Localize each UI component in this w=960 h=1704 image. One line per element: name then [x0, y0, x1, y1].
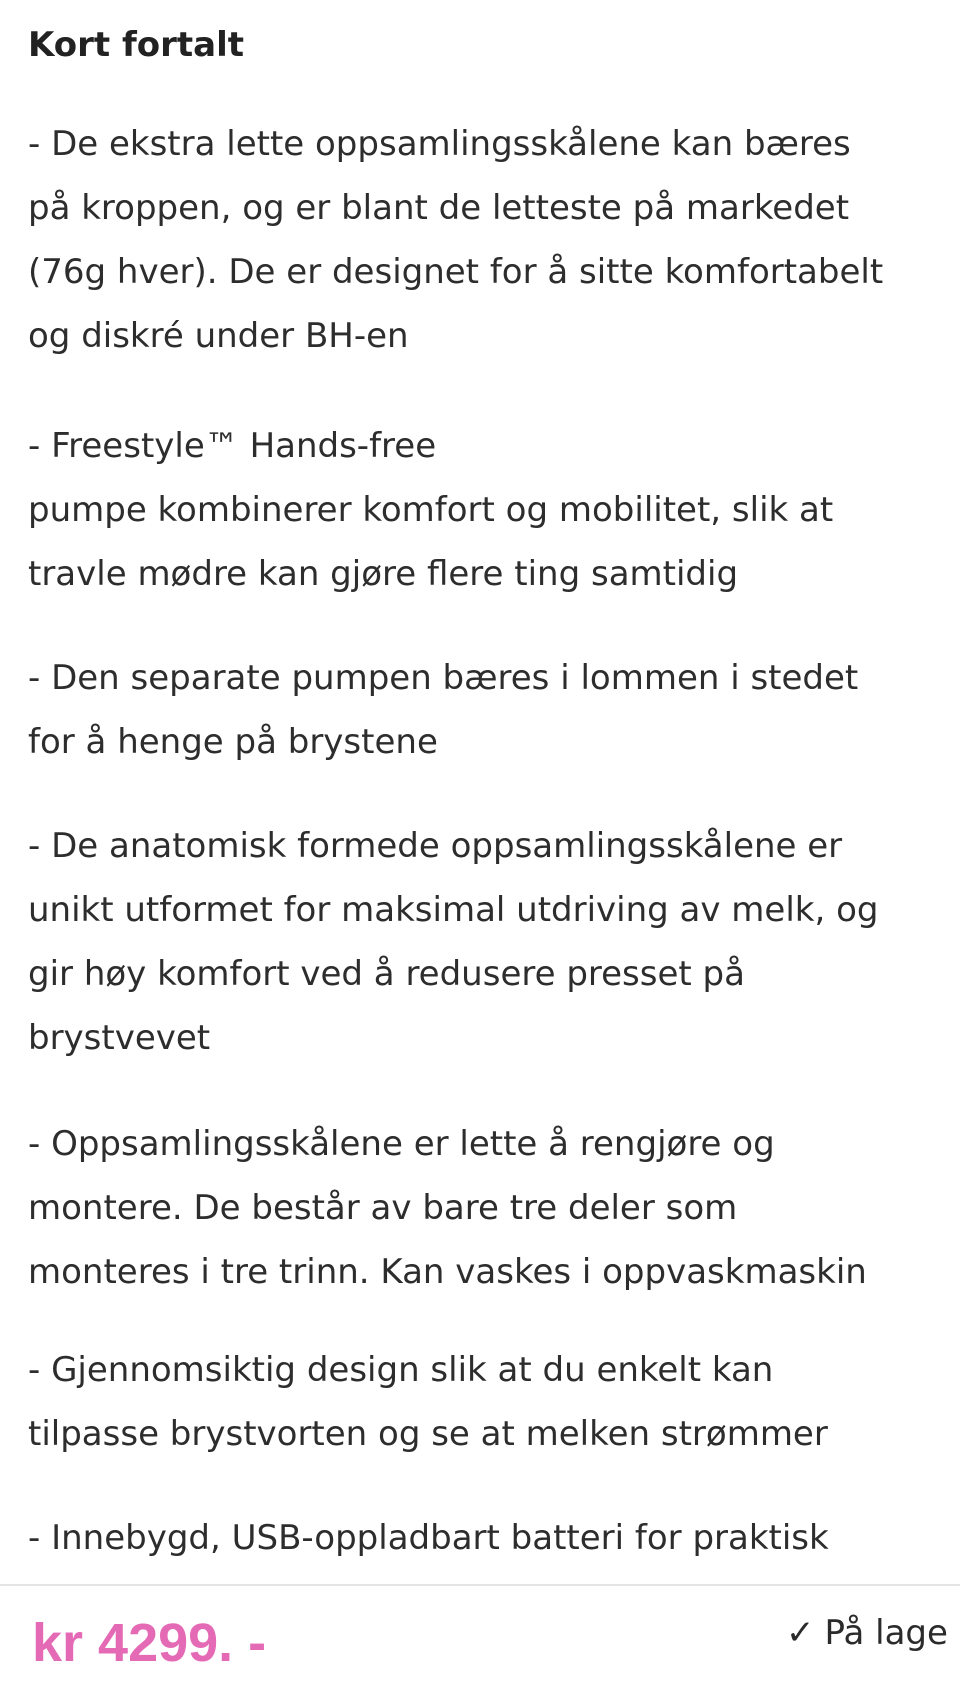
bullet-paragraph [28, 1506, 829, 1570]
paragraph-line: - Oppsamlingsskålene er lette å rengjøre og [28, 1124, 775, 1164]
paragraph-line: - Den separate pumpen bæres i lommen i stedet [28, 658, 859, 698]
paragraph-line: tilpasse brystvorten og se at melken strømmer [28, 1414, 828, 1454]
price-label: kr 4299. - [32, 1613, 267, 1673]
bullet-paragraph [28, 112, 883, 368]
bullet-paragraph [28, 1112, 867, 1304]
paragraph-line: - De anatomisk formede oppsamlingsskålene er [28, 826, 843, 866]
paragraph-line: - Innebygd, USB-oppladbart batteri for praktisk [28, 1518, 829, 1558]
paragraph-line: brystvevet [28, 1018, 211, 1058]
paragraph-line: - Freestyle™ Hands-free [28, 426, 437, 466]
paragraph-line: montere. De består av bare tre deler som [28, 1188, 738, 1228]
stock-label: På lage [824, 1613, 948, 1653]
paragraph-line: travle mødre kan gjøre flere ting samtidig [28, 554, 739, 594]
paragraph-line: pumpe kombinerer komfort og mobilitet, slik at [28, 490, 834, 530]
paragraph-line: på kroppen, og er blant de letteste på markedet [28, 188, 850, 228]
bullet-paragraph [28, 646, 858, 774]
bullet-paragraph [28, 1338, 828, 1466]
paragraph-line: for å henge på brystene [28, 722, 438, 762]
check-icon: ✓ [786, 1613, 815, 1653]
bullet-paragraph [28, 814, 878, 1070]
paragraph-line: og diskré under BH-en [28, 316, 409, 356]
paragraph-line: unikt utformet for maksimal utdriving av melk, og [28, 890, 879, 930]
paragraph-line: - De ekstra lette oppsamlingsskålene kan bæres [28, 124, 851, 164]
section-heading: Kort fortalt [28, 25, 244, 65]
paragraph-line: monteres i tre trinn. Kan vaskes i oppvaskmaskin [28, 1252, 867, 1292]
price-footer [0, 1586, 960, 1704]
stock-status [786, 1608, 960, 1658]
paragraph-line: (76g hver). De er designet for å sitte komfortabelt [28, 252, 884, 292]
paragraph-line: gir høy komfort ved å redusere presset på [28, 954, 745, 994]
bullet-paragraph [28, 414, 833, 606]
paragraph-line: - Gjennomsiktig design slik at du enkelt kan [28, 1350, 774, 1390]
